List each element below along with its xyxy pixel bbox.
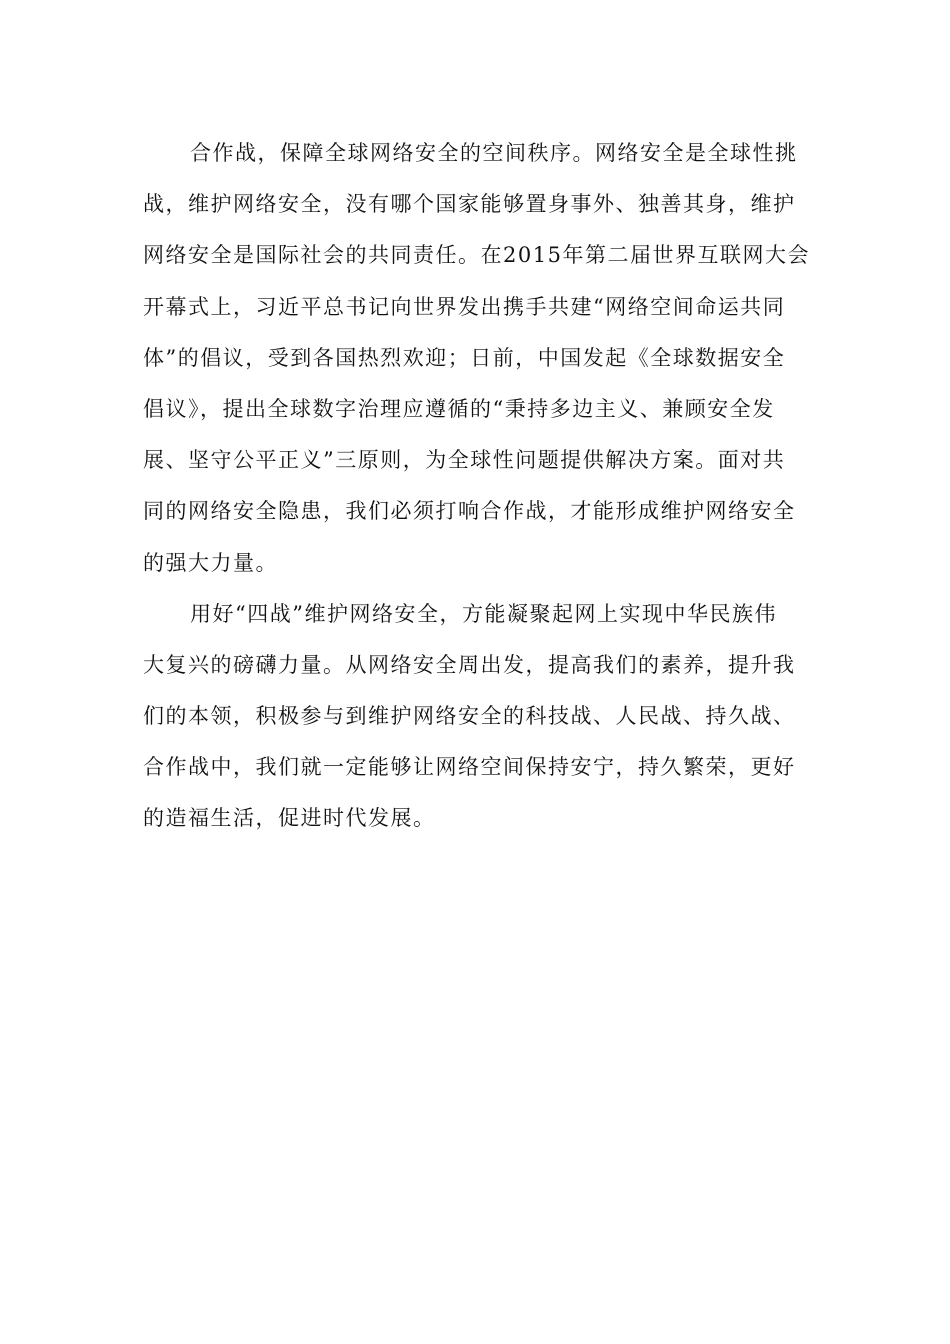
text-line: 同的网络安全隐患，我们必须打响合作战，才能形成维护网络安全 (143, 499, 796, 524)
text-line: 倡议》，提出全球数字治理应遵循的“秉持多边主义、兼顾安全发 (143, 396, 775, 421)
text-line: 合作战中，我们就一定能够让网络空间保持安宁，持久繁荣，更好 (143, 755, 796, 780)
text-line: 大复兴的磅礴力量。从网络安全周出发，提高我们的素养，提升我 (143, 652, 796, 677)
text-line: 合作战，保障全球网络安全的空间秩序。网络安全是全球性挑 (190, 141, 798, 165)
text-line: 体”的倡议，受到各国热烈欢迎；日前，中国发起《全球数据安全 (143, 345, 786, 370)
text-line: 网络安全是国际社会的共同责任。在2015年第二届世界互联网大会 (143, 243, 810, 268)
paragraph-1 (143, 128, 810, 589)
text-line: 的造福生活，促进时代发展。 (143, 806, 436, 831)
text-line: 用好“四战”维护网络安全，方能凝聚起网上实现中华民族伟 (190, 601, 777, 626)
text-line: 的强大力量。 (143, 550, 278, 575)
document-body (143, 128, 810, 845)
text-line: 开幕式上，习近平总书记向世界发出携手共建“网络空间命运共同 (143, 294, 786, 319)
paragraph-2 (143, 589, 803, 845)
text-line: 战，维护网络安全，没有哪个国家能够置身事外、独善其身，维护 (143, 192, 796, 217)
text-line: 们的本领，积极参与到维护网络安全的科技战、人民战、持久战、 (143, 704, 796, 729)
text-line: 展、坚守公平正义”三原则，为全球性问题提供解决方案。面对共 (143, 448, 786, 473)
